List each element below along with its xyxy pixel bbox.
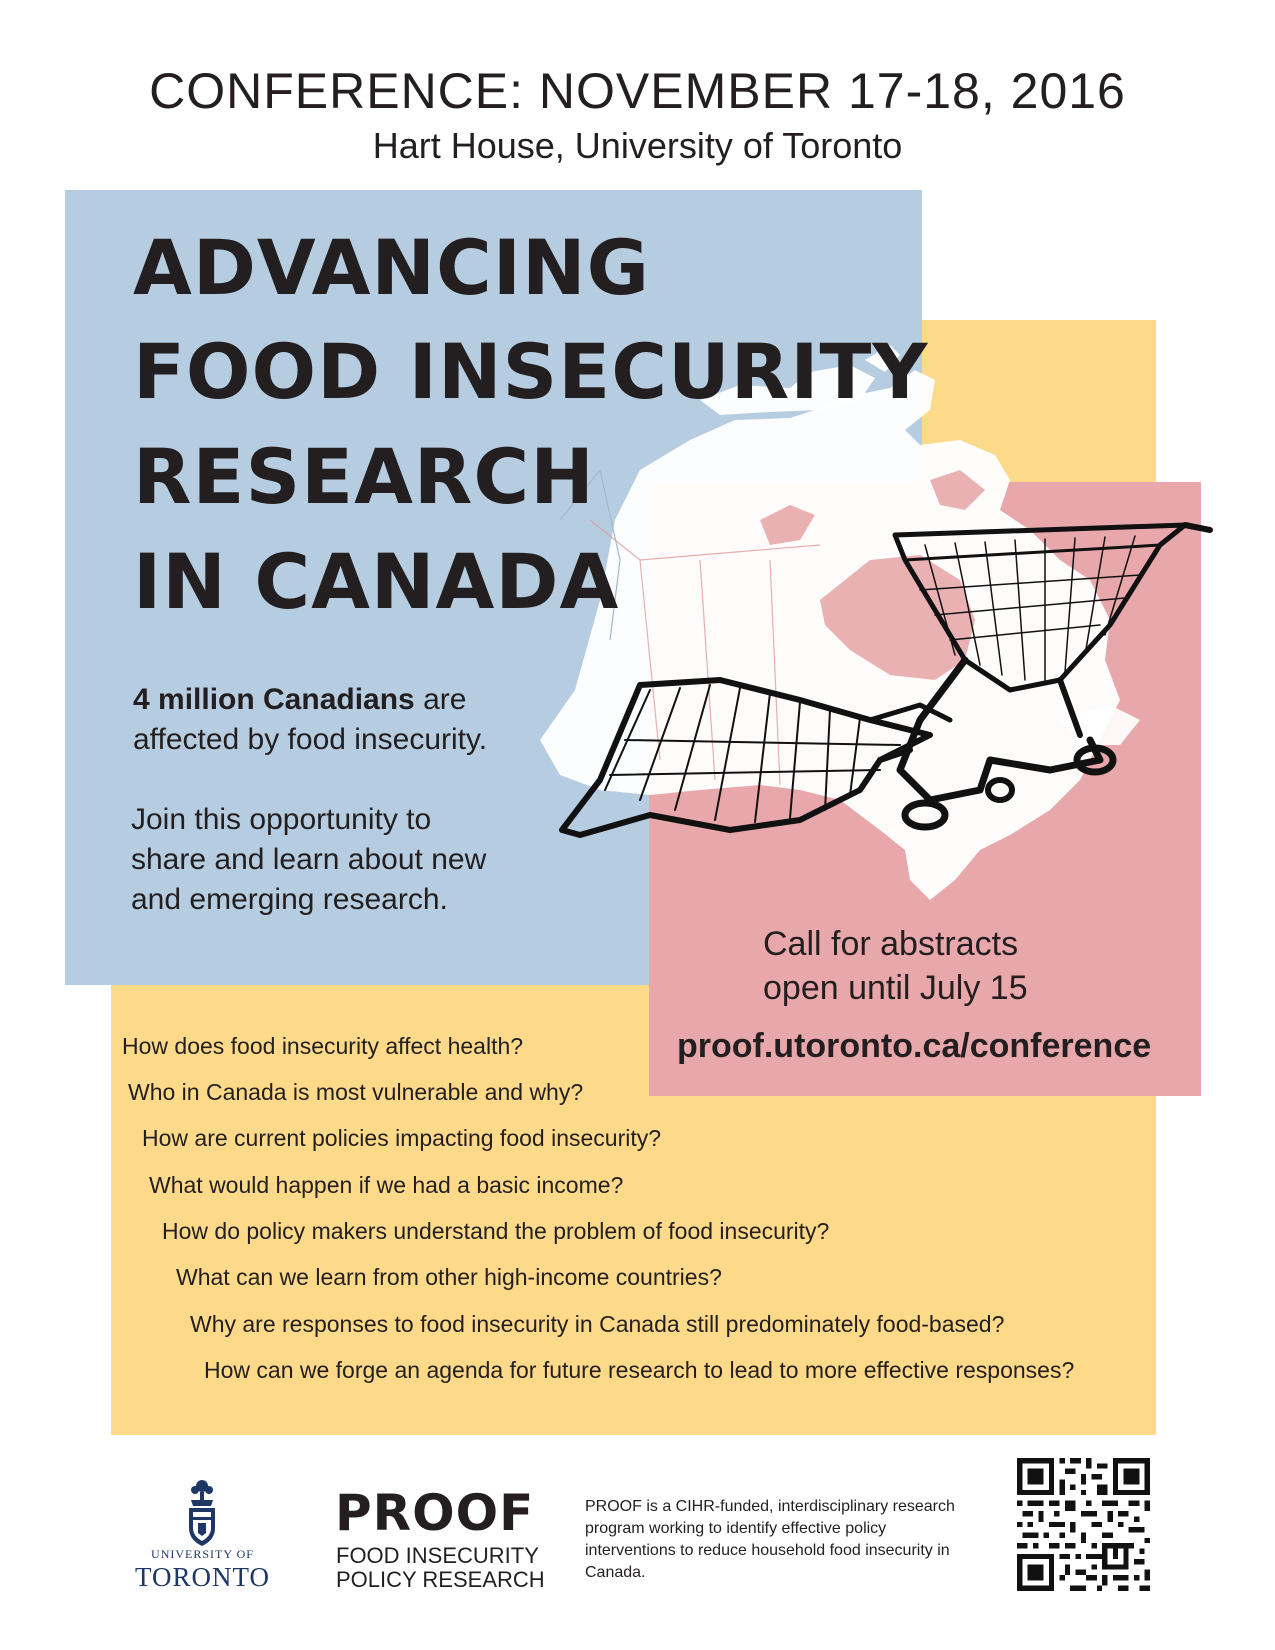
conference-date: CONFERENCE: NOVEMBER 17-18, 2016 [149, 63, 1126, 119]
cfa-line-2: open until July 15 [763, 969, 1028, 1007]
uoft-name-line-1: UNIVERSITY OF [151, 1547, 254, 1561]
statistic-rest: are [414, 683, 467, 716]
question-item: What can we learn from other high-income countries? [176, 1264, 722, 1290]
proof-description: PROOF is a CIHR-funded, interdisciplinary research program working to identify effective policy interventions to reduce household food insecurity in Canada. [585, 1498, 955, 1581]
question-item: How are current policies impacting food insecurity? [142, 1125, 662, 1151]
uoft-name-line-2: TORONTO [134, 1562, 270, 1592]
question-item: How does food insecurity affect health? [122, 1033, 524, 1059]
proof-logo-subtitle-2: POLICY RESEARCH [336, 1567, 545, 1592]
headline-line-1: ADVANCING [133, 223, 651, 312]
venue: Hart House, University of Toronto [372, 125, 903, 166]
join-line-2: share and learn about new [131, 843, 487, 876]
statistic-line-2: affected by food insecurity. [133, 723, 488, 756]
headline-line-4: IN CANADA [133, 537, 620, 626]
join-line-3: and emerging research. [131, 883, 448, 916]
question-item: Who in Canada is most vulnerable and why? [128, 1079, 584, 1105]
call-for-abstracts [763, 922, 1028, 1010]
statistic-highlight: 4 million Canadians [133, 683, 415, 716]
proof-logo-title: PROOF [335, 1484, 535, 1542]
question-item: How do policy makers understand the problem of food insecurity? [162, 1218, 830, 1244]
cfa-line-1: Call for abstracts [763, 925, 1019, 963]
qr-code[interactable] [1017, 1458, 1150, 1591]
question-item: What would happen if we had a basic income? [149, 1172, 624, 1198]
question-item: Why are responses to food insecurity in Canada still predominately food-based? [190, 1311, 1005, 1337]
proof-logo-subtitle-1: FOOD INSECURITY [336, 1543, 539, 1568]
question-item: How can we forge an agenda for future research to lead to more effective responses? [204, 1357, 1075, 1383]
conference-url-link[interactable]: proof.utoronto.ca/conference [677, 1027, 1152, 1065]
headline-line-2: FOOD INSECURITY [133, 327, 929, 416]
headline-line-3: RESEARCH [133, 432, 595, 521]
join-line-1: Join this opportunity to [131, 803, 432, 836]
